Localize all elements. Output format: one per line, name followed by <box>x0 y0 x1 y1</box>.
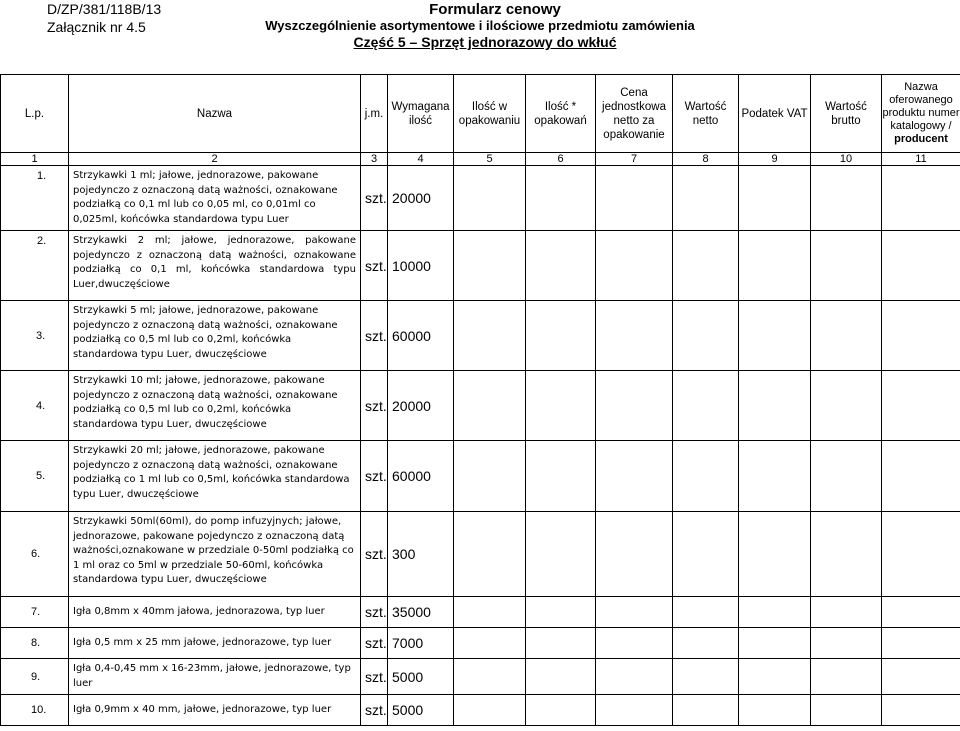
table-row <box>1 628 960 659</box>
row-gross-value-cell[interactable] <box>811 371 882 441</box>
table-row <box>1 371 960 441</box>
row-unit: szt. <box>361 231 388 301</box>
row-unit: szt. <box>361 371 388 441</box>
column-header-unit-price: Cena jednostkowa netto za opakowanie <box>596 75 673 153</box>
row-pack-count-cell[interactable] <box>526 441 596 512</box>
row-product-info-cell[interactable] <box>882 695 960 726</box>
row-pack-qty-cell[interactable] <box>454 441 526 512</box>
table-row <box>1 695 960 726</box>
row-net-value-cell[interactable] <box>673 166 739 231</box>
row-net-value-cell[interactable] <box>673 371 739 441</box>
row-pack-qty-cell[interactable] <box>454 628 526 659</box>
row-gross-value-cell[interactable] <box>811 231 882 301</box>
row-required-qty: 60000 <box>388 301 454 371</box>
row-pack-qty-cell[interactable] <box>454 659 526 695</box>
table-row <box>1 441 960 512</box>
table-row <box>1 597 960 628</box>
table-row <box>1 231 960 301</box>
column-number: 7 <box>596 153 673 166</box>
row-product-name: Strzykawki 20 ml; jałowe, jednorazowe, pakowane pojedynczo z oznaczoną datą ważności, oznakowane podziałką co 1 ml lub co 0,5ml, końcówka standardowa typu Luer, dwuczęściowe <box>69 441 361 512</box>
row-pack-count-cell[interactable] <box>526 597 596 628</box>
row-product-info-cell[interactable] <box>882 166 960 231</box>
row-product-info-cell[interactable] <box>882 512 960 597</box>
row-required-qty: 35000 <box>388 597 454 628</box>
row-product-name: Strzykawki 10 ml; jałowe, jednorazowe, pakowane pojedynczo z oznaczoną datą ważności, oznakowane podziałką co 0,5 ml lub co 0,2ml, końcówka standardowa typu Luer, dwuczęściowe <box>69 371 361 441</box>
row-pack-count-cell[interactable] <box>526 512 596 597</box>
row-net-value-cell[interactable] <box>673 231 739 301</box>
row-unit-price-cell[interactable] <box>596 441 673 512</box>
table-row <box>1 659 960 695</box>
row-pack-count-cell[interactable] <box>526 659 596 695</box>
row-product-name: Strzykawki 5 ml; jałowe, jednorazowe, pakowane pojedynczo z oznaczoną datą ważności, oznakowane podziałką co 0,5 ml lub co 0,2ml, końcówka standardowa typu Luer, dwuczęściowe <box>69 301 361 371</box>
column-header-net-value: Wartość netto <box>673 75 739 153</box>
row-product-info-cell[interactable] <box>882 301 960 371</box>
row-lp: 4. <box>1 371 69 441</box>
row-pack-qty-cell[interactable] <box>454 512 526 597</box>
row-unit: szt. <box>361 597 388 628</box>
row-gross-value-cell[interactable] <box>811 628 882 659</box>
column-header-product-label: Nazwa oferowanego produktu numer katalogowy / <box>882 81 960 132</box>
column-header-unit: j.m. <box>361 75 388 153</box>
row-required-qty: 10000 <box>388 231 454 301</box>
row-product-info-cell[interactable] <box>882 597 960 628</box>
row-pack-count-cell[interactable] <box>526 371 596 441</box>
row-unit-price-cell[interactable] <box>596 695 673 726</box>
row-net-value-cell[interactable] <box>673 441 739 512</box>
column-header-required-qty: Wymagana ilość <box>388 75 454 153</box>
row-unit-price-cell[interactable] <box>596 597 673 628</box>
row-net-value-cell[interactable] <box>673 512 739 597</box>
row-vat-cell[interactable] <box>739 441 811 512</box>
row-lp: 5. <box>1 441 69 512</box>
row-pack-qty-cell[interactable] <box>454 231 526 301</box>
row-lp: 6. <box>1 512 69 597</box>
row-net-value-cell[interactable] <box>673 301 739 371</box>
row-vat-cell[interactable] <box>739 628 811 659</box>
row-vat-cell[interactable] <box>739 695 811 726</box>
row-vat-cell[interactable] <box>739 512 811 597</box>
column-number: 3 <box>361 153 388 166</box>
table-row <box>1 512 960 597</box>
row-lp: 7. <box>1 597 69 628</box>
row-product-name: Igła 0,4-0,45 mm x 16-23mm, jałowe, jednorazowe, typ luer <box>69 659 361 695</box>
column-number: 10 <box>811 153 882 166</box>
table-row <box>1 301 960 371</box>
column-number: 5 <box>454 153 526 166</box>
row-net-value-cell[interactable] <box>673 597 739 628</box>
row-product-info-cell[interactable] <box>882 371 960 441</box>
row-product-name: Strzykawki 50ml(60ml), do pomp infuzyjnych; jałowe, jednorazowe, pakowane pojedynczo z oznaczoną datą ważności,oznakowane w przedziale 0-50ml podziałką co 1 ml oraz co 5ml w przedziale 50-60ml, końcówka standardowa typu Luer, dwuczęściowe <box>69 512 361 597</box>
column-number: 1 <box>1 153 69 166</box>
row-required-qty: 5000 <box>388 695 454 726</box>
row-required-qty: 7000 <box>388 628 454 659</box>
column-number-row <box>1 153 960 166</box>
row-product-info-cell[interactable] <box>882 628 960 659</box>
row-product-name: Strzykawki 1 ml; jałowe, jednorazowe, pakowane pojedynczo z oznaczoną datą ważności, oznakowane podziałką co 0,1 ml lub co 0,05 ml, co 0,01ml co 0,025ml, końcówka standardowa typu Luer <box>69 166 361 231</box>
row-unit-price-cell[interactable] <box>596 231 673 301</box>
row-unit: szt. <box>361 695 388 726</box>
row-pack-count-cell[interactable] <box>526 231 596 301</box>
row-gross-value-cell[interactable] <box>811 695 882 726</box>
row-vat-cell[interactable] <box>739 597 811 628</box>
row-product-info-cell[interactable] <box>882 231 960 301</box>
column-header-producent: producent <box>894 133 948 145</box>
row-lp: 10. <box>1 695 69 726</box>
table-row <box>1 166 960 231</box>
row-pack-qty-cell[interactable] <box>454 597 526 628</box>
row-required-qty: 20000 <box>388 166 454 231</box>
row-gross-value-cell[interactable] <box>811 597 882 628</box>
row-net-value-cell[interactable] <box>673 695 739 726</box>
row-unit: szt. <box>361 166 388 231</box>
row-product-name: Strzykawki 2 ml; jałowe, jednorazowe, pakowane pojedynczo z oznaczoną datą ważności, oznakowane podziałką co 0,1 ml, końcówka standardowa typu Luer,dwuczęściowe <box>69 231 361 301</box>
form-title: Formularz cenowy <box>429 1 561 18</box>
row-vat-cell[interactable] <box>739 166 811 231</box>
column-header-pack-qty: Ilość w opakowaniu <box>454 75 526 153</box>
row-pack-qty-cell[interactable] <box>454 371 526 441</box>
column-number: 9 <box>739 153 811 166</box>
row-unit-price-cell[interactable] <box>596 628 673 659</box>
row-unit: szt. <box>361 301 388 371</box>
row-pack-qty-cell[interactable] <box>454 166 526 231</box>
row-vat-cell[interactable] <box>739 231 811 301</box>
form-part-title: Część 5 – Sprzęt jednorazowy do wkłuć <box>353 34 617 50</box>
row-unit-price-cell[interactable] <box>596 166 673 231</box>
row-vat-cell[interactable] <box>739 659 811 695</box>
annex-label: Załącznik nr 4.5 <box>47 19 146 35</box>
row-pack-count-cell[interactable] <box>526 166 596 231</box>
row-pack-count-cell[interactable] <box>526 628 596 659</box>
row-product-name: Igła 0,8mm x 40mm jałowa, jednorazowa, typ luer <box>69 597 361 628</box>
row-required-qty: 5000 <box>388 659 454 695</box>
row-lp: 2. <box>1 231 69 301</box>
price-form-table <box>0 74 960 726</box>
row-required-qty: 20000 <box>388 371 454 441</box>
row-lp: 3. <box>1 301 69 371</box>
row-vat-cell[interactable] <box>739 301 811 371</box>
row-gross-value-cell[interactable] <box>811 301 882 371</box>
row-product-name: Igła 0,9mm x 40 mm, jałowe, jednorazowe, typ luer <box>69 695 361 726</box>
row-net-value-cell[interactable] <box>673 628 739 659</box>
column-number: 4 <box>388 153 454 166</box>
column-header-gross-value: Wartość brutto <box>811 75 882 153</box>
row-unit: szt. <box>361 628 388 659</box>
column-number: 6 <box>526 153 596 166</box>
row-vat-cell[interactable] <box>739 371 811 441</box>
row-required-qty: 300 <box>388 512 454 597</box>
form-titles <box>0 2 960 50</box>
row-pack-count-cell[interactable] <box>526 301 596 371</box>
row-lp: 1. <box>1 166 69 231</box>
row-lp: 8. <box>1 628 69 659</box>
row-unit: szt. <box>361 512 388 597</box>
row-gross-value-cell[interactable] <box>811 659 882 695</box>
column-header-lp: L.p. <box>1 75 69 153</box>
row-unit: szt. <box>361 659 388 695</box>
row-unit-price-cell[interactable] <box>596 659 673 695</box>
row-unit-price-cell[interactable] <box>596 371 673 441</box>
row-unit: szt. <box>361 441 388 512</box>
row-pack-qty-cell[interactable] <box>454 695 526 726</box>
row-gross-value-cell[interactable] <box>811 512 882 597</box>
row-product-name: Igła 0,5 mm x 25 mm jałowe, jednorazowe, typ luer <box>69 628 361 659</box>
row-gross-value-cell[interactable] <box>811 441 882 512</box>
form-subtitle: Wyszczególnienie asortymentowe i ilościowe przedmiotu zamówienia <box>265 18 695 33</box>
row-pack-qty-cell[interactable] <box>454 301 526 371</box>
row-lp: 9. <box>1 659 69 695</box>
table-header-row <box>1 75 960 153</box>
row-net-value-cell[interactable] <box>673 659 739 695</box>
column-number: 11 <box>882 153 960 166</box>
row-unit-price-cell[interactable] <box>596 512 673 597</box>
row-required-qty: 60000 <box>388 441 454 512</box>
row-product-info-cell[interactable] <box>882 659 960 695</box>
row-gross-value-cell[interactable] <box>811 166 882 231</box>
column-header-name: Nazwa <box>69 75 361 153</box>
column-number: 2 <box>69 153 361 166</box>
column-header-product <box>882 75 960 153</box>
column-header-vat: Podatek VAT <box>739 75 811 153</box>
column-header-pack-count: Ilość * opakowań <box>526 75 596 153</box>
reference-number: D/ZP/381/118B/13 <box>47 1 162 17</box>
column-number: 8 <box>673 153 739 166</box>
row-unit-price-cell[interactable] <box>596 301 673 371</box>
row-product-info-cell[interactable] <box>882 441 960 512</box>
row-pack-count-cell[interactable] <box>526 695 596 726</box>
